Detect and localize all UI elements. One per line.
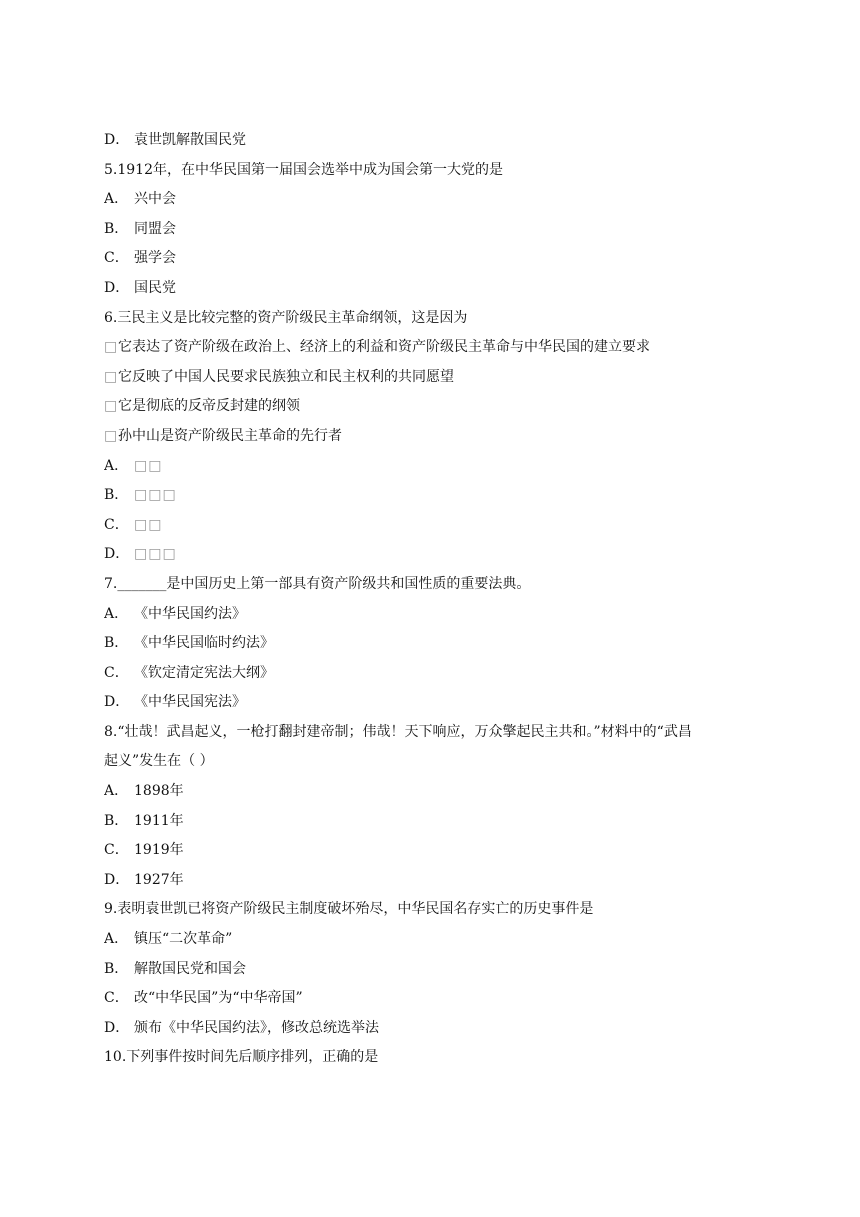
statement-marker: □ [104, 339, 119, 356]
option-text: 1898年 [134, 783, 184, 800]
option-text: □□□ [134, 487, 177, 504]
answer-option [104, 925, 764, 955]
option-text: 《中华民国临时约法》 [134, 635, 274, 652]
answer-option [104, 688, 764, 718]
statement-text: 孙中山是资产阶级民主革命的先行者 [118, 427, 342, 444]
question-text: 6.三民主义是比较完整的资产阶级民主革命纲领，这是因为 [104, 309, 468, 326]
option-letter: D． [104, 1019, 130, 1036]
answer-option [104, 836, 764, 866]
option-text: □□ [134, 457, 163, 474]
option-text: 1927年 [134, 871, 184, 888]
option-text: □□□ [134, 546, 177, 563]
answer-option [104, 659, 764, 689]
question-text: 9.表明袁世凯已将资产阶级民主制度破坏殆尽，中华民国名存实亡的历史事件是 [104, 901, 594, 918]
question-text: 7._______是中国历史上第一部具有资产阶级共和国性质的重要法典。 [104, 575, 531, 592]
statement-marker: □ [104, 427, 119, 444]
question-text: 10.下列事件按时间先后顺序排列，正确的是 [104, 1049, 379, 1066]
option-text: □□ [134, 516, 163, 533]
question-list [104, 126, 764, 1073]
option-letter: C． [104, 842, 129, 859]
option-letter: C． [104, 664, 129, 681]
answer-option [104, 244, 764, 274]
answer-option [104, 984, 764, 1014]
answer-option [104, 1014, 764, 1044]
option-letter: A． [104, 191, 129, 208]
statement-item [104, 333, 764, 363]
option-text: 解散国民党和国会 [134, 960, 246, 977]
answer-option [104, 215, 764, 245]
statement-item [104, 422, 764, 452]
option-letter: A． [104, 605, 129, 622]
option-letter: D． [104, 546, 130, 563]
statement-text: 它表达了资产阶级在政治上、经济上的利益和资产阶级民主革命与中华民国的建立要求 [118, 339, 650, 356]
option-text: 1911年 [134, 812, 184, 829]
option-letter: B． [104, 487, 129, 504]
answer-option [104, 866, 764, 896]
question-text: 5.1912年，在中华民国第一届国会选举中成为国会第一大党的是 [104, 161, 503, 178]
option-letter: D． [104, 132, 130, 148]
option-letter: A． [104, 457, 129, 474]
answer-option [104, 540, 764, 570]
answer-option [104, 185, 764, 215]
option-letter: C． [104, 990, 129, 1007]
option-letter: C． [104, 250, 129, 267]
option-text: 强学会 [134, 250, 176, 267]
option-text: 《中华民国宪法》 [134, 694, 246, 711]
answer-option [104, 629, 764, 659]
answer-option [104, 511, 764, 541]
statement-text: 它反映了中国人民要求民族独立和民主权利的共同愿望 [118, 368, 454, 385]
statement-item [104, 392, 764, 422]
option-letter: B． [104, 960, 129, 977]
option-letter: D． [104, 279, 130, 296]
option-letter: A． [104, 783, 129, 800]
answer-option [104, 777, 764, 807]
statement-marker: □ [104, 368, 119, 385]
option-letter: B． [104, 635, 129, 652]
question-text: 8.“壮哉！武昌起义，一枪打翻封建帝制；伟哉！天下响应，万众擎起民主共和。”材料中的“武昌 [104, 723, 692, 740]
option-text: 袁世凯解散国民党 [134, 132, 246, 148]
option-letter: B． [104, 812, 129, 829]
option-letter: C． [104, 516, 129, 533]
statement-text: 它是彻底的反帝反封建的纲领 [118, 398, 300, 415]
option-text: 1919年 [134, 842, 184, 859]
answer-option [104, 807, 764, 837]
option-text: 同盟会 [134, 220, 176, 237]
option-letter: B． [104, 220, 129, 237]
statement-item [104, 363, 764, 393]
answer-option [104, 274, 764, 304]
statement-marker: □ [104, 398, 119, 415]
answer-option [104, 126, 764, 156]
option-text: 改“中华民国”为“中华帝国” [134, 990, 303, 1007]
option-text: 《中华民国约法》 [134, 605, 246, 622]
answer-option [104, 955, 764, 985]
answer-option [104, 452, 764, 482]
answer-option [104, 600, 764, 630]
option-text: 镇压“二次革命” [134, 931, 233, 948]
answer-option [104, 481, 764, 511]
option-letter: D． [104, 694, 130, 711]
option-text: 国民党 [134, 279, 176, 296]
option-letter: A． [104, 931, 129, 948]
option-text: 兴中会 [134, 191, 176, 208]
option-letter: D． [104, 871, 130, 888]
option-text: 颁布《中华民国约法》，修改总统选举法 [134, 1019, 379, 1036]
question-text: 起义”发生在（ ） [104, 753, 214, 770]
option-text: 《钦定清定宪法大纲》 [134, 664, 274, 681]
